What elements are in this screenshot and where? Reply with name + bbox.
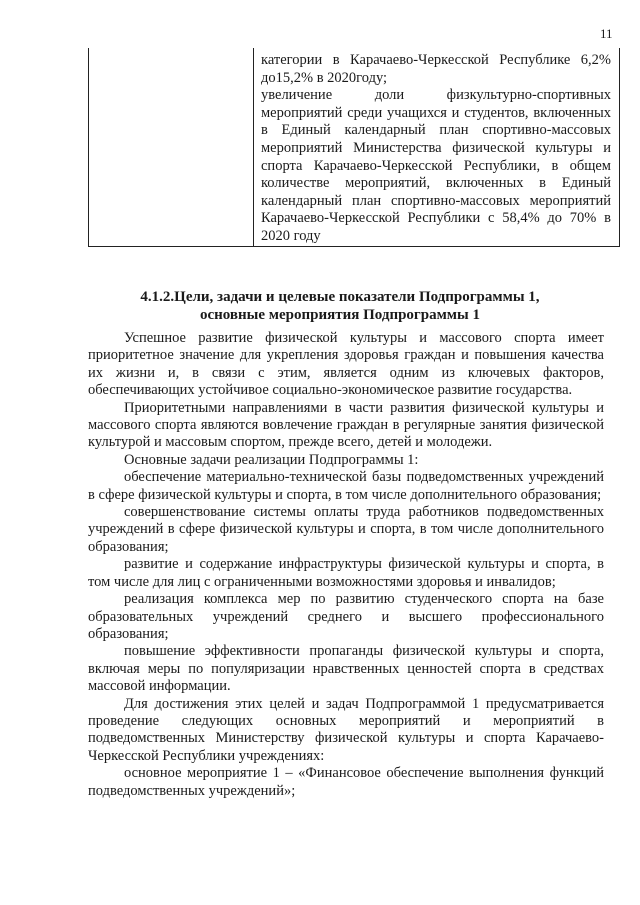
paragraph: Приоритетными направлениями в части развития физической культуры и массового спорта являются вовлечение граждан в регулярные занятия физической культурой и массовым спортом, прежде всего, детей и молодежи. [88,399,604,451]
paragraph: Для достижения этих целей и задач Подпрограммой 1 предусматривается проведение следующих основных мероприятий и мероприятий в подведомственных Министерству физической культуры и спорта Карачаево-Черкесской Республики учреждениях: [88,695,604,764]
table-column-divider [253,48,254,246]
list-item: развитие и содержание инфраструктуры физической культуры и спорта, в том числе для лиц с ограниченными возможностями здоровья и инвалидов; [88,556,604,590]
section-heading [100,288,580,324]
paragraph: Успешное развитие физической культуры и массового спорта имеет приоритетное значение для укрепления здоровья граждан и повышения качества их жизни и, в связи с этим, является одним из ключевых факторов, обеспечивающих устойчивое социально-экономическое развитие государства. [88,330,604,399]
section-heading-line-2: основные мероприятия Подпрограммы 1 [200,307,480,323]
indicator-text-1: категории в Карачаево-Черкесской Республике 6,2% до15,2% в 2020году; [261,52,611,86]
indicator-text-2: увеличение доли физкультурно-спортивных мероприятий среди учащихся и студентов, включенных в Единый календарный план спортивно-массовых мероприятий Министерства физической культуры и спорта Карачаево-Черкесской Республики, в общем количестве мероприятий, включенных в Единый календарный план спортивно-массовых мероприятий Карачаево-Черкесской Республики с 58,4% до 70% в 2020 году [261,87,611,244]
body-text [88,330,604,800]
paragraph: Основные задачи реализации Подпрограммы 1: [124,451,419,468]
table-cell-indicators [261,52,611,246]
list-item: совершенствование системы оплаты труда работников подведомственных учреждений в сфере физической культуры и спорта, в том числе дополнительного образования; [88,504,604,555]
page-number: 11 [600,26,613,41]
list-item: основное мероприятие 1 – «Финансовое обеспечение выполнения функций подведомственных учреждений»; [88,765,604,799]
list-item: реализация комплекса мер по развитию студенческого спорта на базе образовательных учреждений среднего и высшего профессионального образования; [88,591,604,642]
list-item: обеспечение материально-технической базы подведомственных учреждений в сфере физической культуры и спорта, в том числе дополнительного образования; [88,469,604,503]
list-item: повышение эффективности пропаганды физической культуры и спорта, включая меры по популяризации нравственных ценностей спорта в средствах массовой информации. [88,643,604,695]
table-fragment [88,48,620,247]
section-heading-line-1: 4.1.2.Цели, задачи и целевые показатели Подпрограммы 1, [140,289,540,305]
